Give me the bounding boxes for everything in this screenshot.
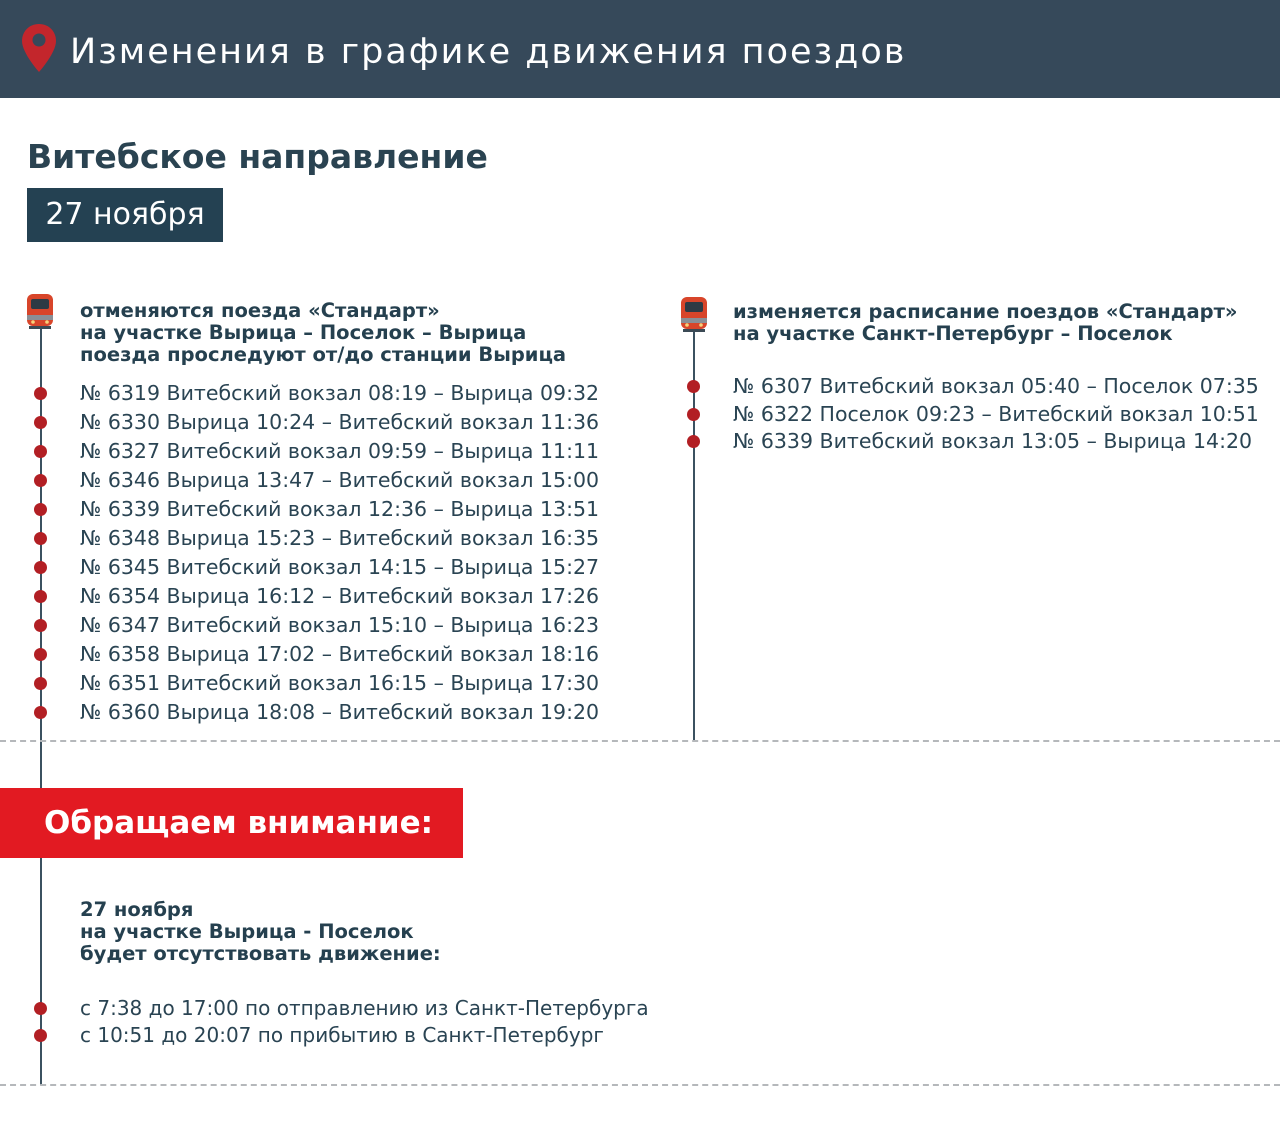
train-text: № 6347 Витебский вокзал 15:10 – Вырица 16:23	[80, 613, 600, 637]
bullet-dot	[34, 474, 47, 487]
heading-line: на участке Санкт-Петербург – Поселок	[733, 322, 1173, 345]
separator-line	[0, 740, 1280, 742]
bullet-dot	[34, 503, 47, 516]
list-item	[653, 373, 1273, 401]
list-item	[0, 495, 640, 524]
heading-line: на участке Вырица - Поселок	[80, 920, 414, 943]
list-item	[0, 408, 640, 437]
bullet-dot	[34, 1002, 47, 1015]
train-text: № 6307 Витебский вокзал 05:40 – Поселок 07:35	[733, 374, 1259, 398]
bullet-dot	[34, 387, 47, 400]
train-text: № 6348 Вырица 15:23 – Витебский вокзал 16:35	[80, 526, 600, 550]
list-item	[0, 524, 640, 553]
list-item	[0, 582, 640, 611]
direction-title: Витебское направление	[27, 137, 488, 176]
train-text: № 6360 Вырица 18:08 – Витебский вокзал 19:20	[80, 700, 600, 724]
train-text: № 6354 Вырица 16:12 – Витебский вокзал 17:26	[80, 584, 600, 608]
notice-text: с 10:51 до 20:07 по прибытию в Санкт-Петербург	[80, 1023, 604, 1047]
train-text: № 6345 Витебский вокзал 14:15 – Вырица 15:27	[80, 555, 600, 579]
header-bar	[0, 0, 1280, 98]
bullet-dot	[34, 416, 47, 429]
bullet-dot	[687, 380, 700, 393]
train-text: № 6358 Вырица 17:02 – Витебский вокзал 18:16	[80, 642, 600, 666]
bullet-dot	[34, 619, 47, 632]
train-text: № 6351 Витебский вокзал 16:15 – Вырица 17:30	[80, 671, 600, 695]
train-text: № 6322 Поселок 09:23 – Витебский вокзал 10:51	[733, 401, 1259, 426]
notice-text: с 7:38 до 17:00 по отправлению из Санкт-Петербурга	[80, 996, 649, 1020]
list-item	[0, 553, 640, 582]
heading-line: будет отсутствовать движение:	[80, 942, 441, 965]
schedule-change-heading	[733, 301, 1238, 345]
train-text: № 6346 Вырица 13:47 – Витебский вокзал 15:00	[80, 468, 600, 492]
train-text: № 6319 Витебский вокзал 08:19 – Вырица 09:32	[80, 381, 600, 405]
train-text: № 6330 Вырица 10:24 – Витебский вокзал 11:36	[80, 410, 600, 434]
list-item	[0, 1022, 700, 1049]
heading-line: отменяются поезда «Стандарт»	[80, 299, 440, 322]
train-icon	[25, 293, 55, 329]
train-icon	[679, 296, 709, 332]
date-badge: 27 ноября	[27, 188, 223, 242]
cancelled-trains-list	[0, 379, 640, 727]
list-item	[0, 640, 640, 669]
list-item	[653, 401, 1273, 429]
list-item	[0, 995, 700, 1022]
bullet-dot	[34, 590, 47, 603]
heading-line: изменяется расписание поездов «Стандарт»	[733, 300, 1238, 323]
heading-line: поезда проследуют от/до станции Вырица	[80, 343, 567, 366]
bullet-dot	[34, 561, 47, 574]
list-item	[0, 669, 640, 698]
train-text: № 6327 Витебский вокзал 09:59 – Вырица 11:11	[80, 439, 600, 463]
bullet-dot	[34, 648, 47, 661]
notice-heading	[80, 899, 441, 965]
changed-trains-list	[653, 373, 1273, 456]
bullet-dot	[34, 677, 47, 690]
bullet-dot	[34, 445, 47, 458]
list-item	[0, 611, 640, 640]
notice-list	[0, 995, 700, 1049]
list-item	[0, 698, 640, 727]
notice-banner	[0, 788, 463, 858]
bullet-dot	[34, 1029, 47, 1042]
notice-title: Обращаем внимание:	[44, 805, 434, 841]
list-item	[0, 466, 640, 495]
bullet-dot	[687, 408, 700, 421]
bullet-dot	[34, 706, 47, 719]
location-pin-icon	[20, 22, 58, 74]
cancellation-heading	[80, 300, 566, 366]
list-item	[0, 379, 640, 408]
bullet-dot	[34, 532, 47, 545]
heading-line: на участке Вырица – Поселок – Вырица	[80, 321, 527, 344]
bullet-dot	[687, 435, 700, 448]
list-item	[0, 437, 640, 466]
list-item	[653, 428, 1273, 456]
separator-line	[0, 1084, 1280, 1086]
train-text: № 6339 Витебский вокзал 12:36 – Вырица 13:51	[80, 497, 600, 521]
heading-line: 27 ноября	[80, 898, 194, 921]
page-title: Изменения в графике движения поездов	[70, 32, 907, 72]
train-text: № 6339 Витебский вокзал 13:05 – Вырица 14:20	[733, 429, 1253, 453]
